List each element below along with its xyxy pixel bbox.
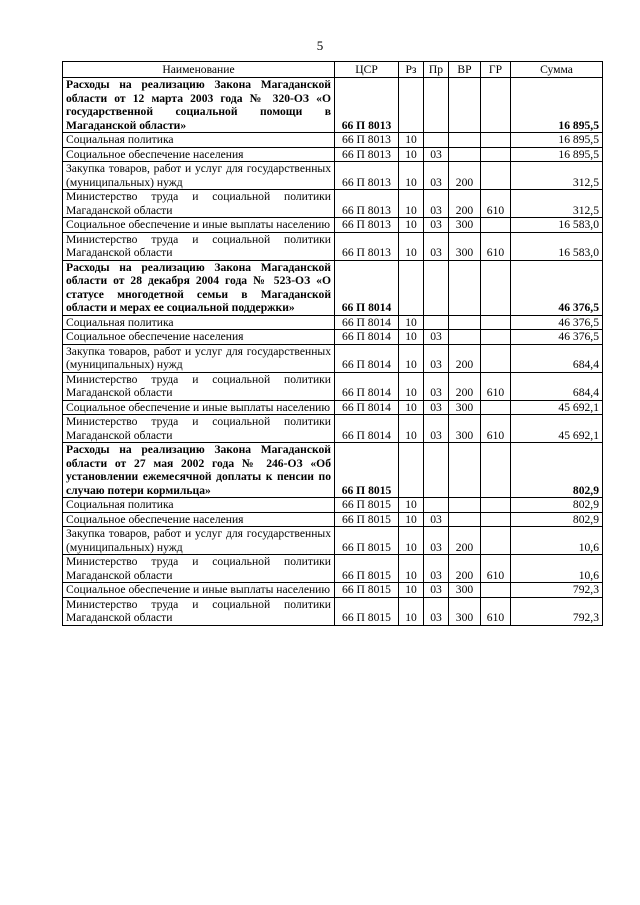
table-row	[63, 512, 603, 527]
cell-sum: 802,9	[511, 512, 603, 527]
table-body	[63, 78, 603, 626]
cell-pr: 03	[424, 232, 449, 260]
cell-gr	[481, 443, 511, 498]
cell-name	[63, 162, 335, 190]
cell-pr	[424, 315, 449, 330]
row-label: Расходы на реализацию Закона Магаданской области от 12 марта 2003 года № 320-ОЗ «О государственной социальной помощи в Магаданской области»	[66, 78, 331, 132]
cell-pr: 03	[424, 330, 449, 345]
cell-rz: 10	[399, 133, 424, 148]
cell-name	[63, 133, 335, 148]
table-row	[63, 315, 603, 330]
cell-rz: 10	[399, 190, 424, 218]
cell-name	[63, 315, 335, 330]
cell-gr: 610	[481, 597, 511, 625]
cell-gr	[481, 583, 511, 598]
row-label: Министерство труда и социальной политики Магаданской области	[66, 372, 331, 399]
cell-rz: 10	[399, 597, 424, 625]
cell-sum: 312,5	[511, 162, 603, 190]
cell-rz: 10	[399, 400, 424, 415]
cell-pr	[424, 133, 449, 148]
cell-vr: 300	[449, 400, 481, 415]
table-row	[63, 147, 603, 162]
cell-sum: 684,4	[511, 372, 603, 400]
cell-pr: 03	[424, 218, 449, 233]
header-pr: Пр	[424, 62, 449, 78]
cell-rz: 10	[399, 162, 424, 190]
cell-csr: 66 П 8015	[335, 583, 399, 598]
cell-pr: 03	[424, 415, 449, 443]
cell-csr: 66 П 8013	[335, 133, 399, 148]
cell-name	[63, 555, 335, 583]
cell-sum: 45 692,1	[511, 415, 603, 443]
cell-pr	[424, 78, 449, 133]
cell-name	[63, 78, 335, 133]
cell-sum: 46 376,5	[511, 315, 603, 330]
cell-csr: 66 П 8015	[335, 498, 399, 513]
cell-gr	[481, 527, 511, 555]
table-section-row	[63, 260, 603, 315]
cell-gr	[481, 78, 511, 133]
header-vr: ВР	[449, 62, 481, 78]
row-label: Закупка товаров, работ и услуг для государственных (муниципальных) нужд	[66, 344, 331, 371]
row-label: Министерство труда и социальной политики Магаданской области	[66, 415, 331, 442]
cell-gr	[481, 344, 511, 372]
cell-rz: 10	[399, 330, 424, 345]
cell-vr	[449, 147, 481, 162]
cell-vr	[449, 315, 481, 330]
table-header-row	[63, 62, 603, 78]
cell-gr: 610	[481, 415, 511, 443]
table-row	[63, 597, 603, 625]
cell-vr: 300	[449, 415, 481, 443]
cell-vr: 300	[449, 218, 481, 233]
table-row	[63, 498, 603, 513]
cell-name	[63, 330, 335, 345]
budget-table	[62, 61, 603, 626]
cell-name	[63, 443, 335, 498]
cell-rz: 10	[399, 232, 424, 260]
cell-sum: 16 583,0	[511, 232, 603, 260]
cell-csr: 66 П 8014	[335, 415, 399, 443]
cell-csr: 66 П 8015	[335, 597, 399, 625]
table-row	[63, 190, 603, 218]
cell-csr: 66 П 8014	[335, 372, 399, 400]
cell-vr: 200	[449, 344, 481, 372]
cell-gr: 610	[481, 555, 511, 583]
cell-vr	[449, 443, 481, 498]
table-row	[63, 330, 603, 345]
cell-name	[63, 232, 335, 260]
table-row	[63, 527, 603, 555]
cell-rz: 10	[399, 498, 424, 513]
cell-rz: 10	[399, 555, 424, 583]
cell-rz: 10	[399, 218, 424, 233]
header-csr: ЦСР	[335, 62, 399, 78]
cell-pr: 03	[424, 147, 449, 162]
cell-rz: 10	[399, 415, 424, 443]
cell-name	[63, 218, 335, 233]
cell-pr: 03	[424, 583, 449, 598]
cell-sum: 684,4	[511, 344, 603, 372]
cell-pr: 03	[424, 162, 449, 190]
row-label: Социальная политика	[66, 498, 174, 511]
row-label: Социальная политика	[66, 315, 174, 329]
cell-name	[63, 372, 335, 400]
row-label: Министерство труда и социальной политики Магаданской области	[66, 232, 331, 259]
row-label: Расходы на реализацию Закона Магаданской области от 28 декабря 2004 года № 523-ОЗ «О статусе многодетной семьи в Магаданской области и мерах ее социальной поддержки»	[66, 260, 331, 314]
cell-csr: 66 П 8015	[335, 555, 399, 583]
cell-name	[63, 190, 335, 218]
cell-vr: 200	[449, 555, 481, 583]
cell-gr	[481, 162, 511, 190]
cell-vr	[449, 133, 481, 148]
table-section-row	[63, 443, 603, 498]
cell-gr	[481, 330, 511, 345]
cell-vr: 200	[449, 372, 481, 400]
cell-sum: 16 895,5	[511, 147, 603, 162]
cell-csr: 66 П 8015	[335, 512, 399, 527]
cell-pr: 03	[424, 344, 449, 372]
row-label: Социальное обеспечение и иные выплаты населению	[66, 583, 331, 596]
page-number: 5	[316, 38, 324, 53]
cell-name	[63, 527, 335, 555]
cell-pr: 03	[424, 555, 449, 583]
table-row	[63, 133, 603, 148]
cell-csr: 66 П 8013	[335, 162, 399, 190]
row-label: Социальная политика	[66, 133, 174, 146]
row-label: Социальное обеспечение и иные выплаты населению	[66, 400, 331, 414]
cell-csr: 66 П 8014	[335, 330, 399, 345]
cell-sum: 16 895,5	[511, 133, 603, 148]
cell-sum: 16 583,0	[511, 218, 603, 233]
cell-sum: 10,6	[511, 527, 603, 555]
cell-vr: 300	[449, 597, 481, 625]
cell-gr	[481, 260, 511, 315]
cell-name	[63, 415, 335, 443]
cell-gr	[481, 133, 511, 148]
cell-pr	[424, 498, 449, 513]
table-row	[63, 218, 603, 233]
cell-pr: 03	[424, 597, 449, 625]
cell-csr: 66 П 8014	[335, 315, 399, 330]
table-row	[63, 162, 603, 190]
cell-sum: 46 376,5	[511, 330, 603, 345]
cell-sum: 45 692,1	[511, 400, 603, 415]
cell-csr: 66 П 8013	[335, 232, 399, 260]
cell-name	[63, 344, 335, 372]
cell-sum: 46 376,5	[511, 260, 603, 315]
cell-vr	[449, 78, 481, 133]
cell-name	[63, 498, 335, 513]
table-section-row	[63, 78, 603, 133]
cell-vr	[449, 512, 481, 527]
cell-csr: 66 П 8014	[335, 260, 399, 315]
cell-rz: 10	[399, 372, 424, 400]
cell-vr: 300	[449, 583, 481, 598]
cell-name	[63, 512, 335, 527]
table-row	[63, 555, 603, 583]
cell-csr: 66 П 8015	[335, 443, 399, 498]
cell-vr: 300	[449, 232, 481, 260]
cell-vr: 200	[449, 190, 481, 218]
row-label: Социальное обеспечение населения	[66, 147, 244, 161]
cell-gr	[481, 512, 511, 527]
cell-sum: 792,3	[511, 583, 603, 598]
cell-pr	[424, 443, 449, 498]
cell-csr: 66 П 8013	[335, 190, 399, 218]
cell-sum: 792,3	[511, 597, 603, 625]
cell-rz	[399, 260, 424, 315]
cell-vr	[449, 260, 481, 315]
cell-vr: 200	[449, 527, 481, 555]
cell-rz: 10	[399, 512, 424, 527]
row-label: Министерство труда и социальной политики Магаданской области	[66, 190, 331, 217]
table-row	[63, 583, 603, 598]
cell-vr	[449, 498, 481, 513]
table-row	[63, 400, 603, 415]
cell-pr: 03	[424, 527, 449, 555]
cell-gr: 610	[481, 190, 511, 218]
cell-gr: 610	[481, 232, 511, 260]
cell-csr: 66 П 8015	[335, 527, 399, 555]
table-row	[63, 344, 603, 372]
row-label: Министерство труда и социальной политики Магаданской области	[66, 555, 331, 582]
table-row	[63, 372, 603, 400]
cell-rz: 10	[399, 147, 424, 162]
cell-rz: 10	[399, 527, 424, 555]
cell-sum: 312,5	[511, 190, 603, 218]
cell-pr	[424, 260, 449, 315]
row-label: Социальное обеспечение населения	[66, 330, 244, 343]
cell-gr: 610	[481, 372, 511, 400]
cell-sum: 802,9	[511, 443, 603, 498]
cell-rz: 10	[399, 344, 424, 372]
cell-sum: 802,9	[511, 498, 603, 513]
row-label: Министерство труда и социальной политики Магаданской области	[66, 597, 331, 624]
cell-name	[63, 400, 335, 415]
cell-name	[63, 147, 335, 162]
row-label: Социальное обеспечение и иные выплаты населению	[66, 218, 331, 231]
header-sum: Сумма	[511, 62, 603, 78]
header-rz: Рз	[399, 62, 424, 78]
cell-gr	[481, 315, 511, 330]
cell-sum: 16 895,5	[511, 78, 603, 133]
cell-pr: 03	[424, 512, 449, 527]
cell-vr: 200	[449, 162, 481, 190]
cell-csr: 66 П 8013	[335, 78, 399, 133]
cell-gr	[481, 400, 511, 415]
row-label: Закупка товаров, работ и услуг для государственных (муниципальных) нужд	[66, 527, 331, 554]
row-label: Расходы на реализацию Закона Магаданской области от 27 мая 2002 года № 246-ОЗ «Об установлении ежемесячной доплаты к пенсии по случаю потери кормильца»	[66, 443, 331, 497]
cell-rz: 10	[399, 583, 424, 598]
row-label: Социальное обеспечение населения	[66, 512, 244, 526]
cell-pr: 03	[424, 400, 449, 415]
cell-csr: 66 П 8013	[335, 147, 399, 162]
cell-csr: 66 П 8014	[335, 400, 399, 415]
cell-rz	[399, 443, 424, 498]
cell-vr	[449, 330, 481, 345]
table-row	[63, 415, 603, 443]
cell-csr: 66 П 8013	[335, 218, 399, 233]
cell-name	[63, 260, 335, 315]
cell-name	[63, 597, 335, 625]
cell-pr: 03	[424, 190, 449, 218]
cell-name	[63, 583, 335, 598]
cell-pr: 03	[424, 372, 449, 400]
header-name: Наименование	[63, 62, 335, 78]
row-label: Закупка товаров, работ и услуг для государственных (муниципальных) нужд	[66, 162, 331, 189]
cell-rz: 10	[399, 315, 424, 330]
cell-sum: 10,6	[511, 555, 603, 583]
header-gr: ГР	[481, 62, 511, 78]
table-row	[63, 232, 603, 260]
cell-gr	[481, 498, 511, 513]
cell-rz	[399, 78, 424, 133]
cell-gr	[481, 147, 511, 162]
cell-csr: 66 П 8014	[335, 344, 399, 372]
cell-gr	[481, 218, 511, 233]
